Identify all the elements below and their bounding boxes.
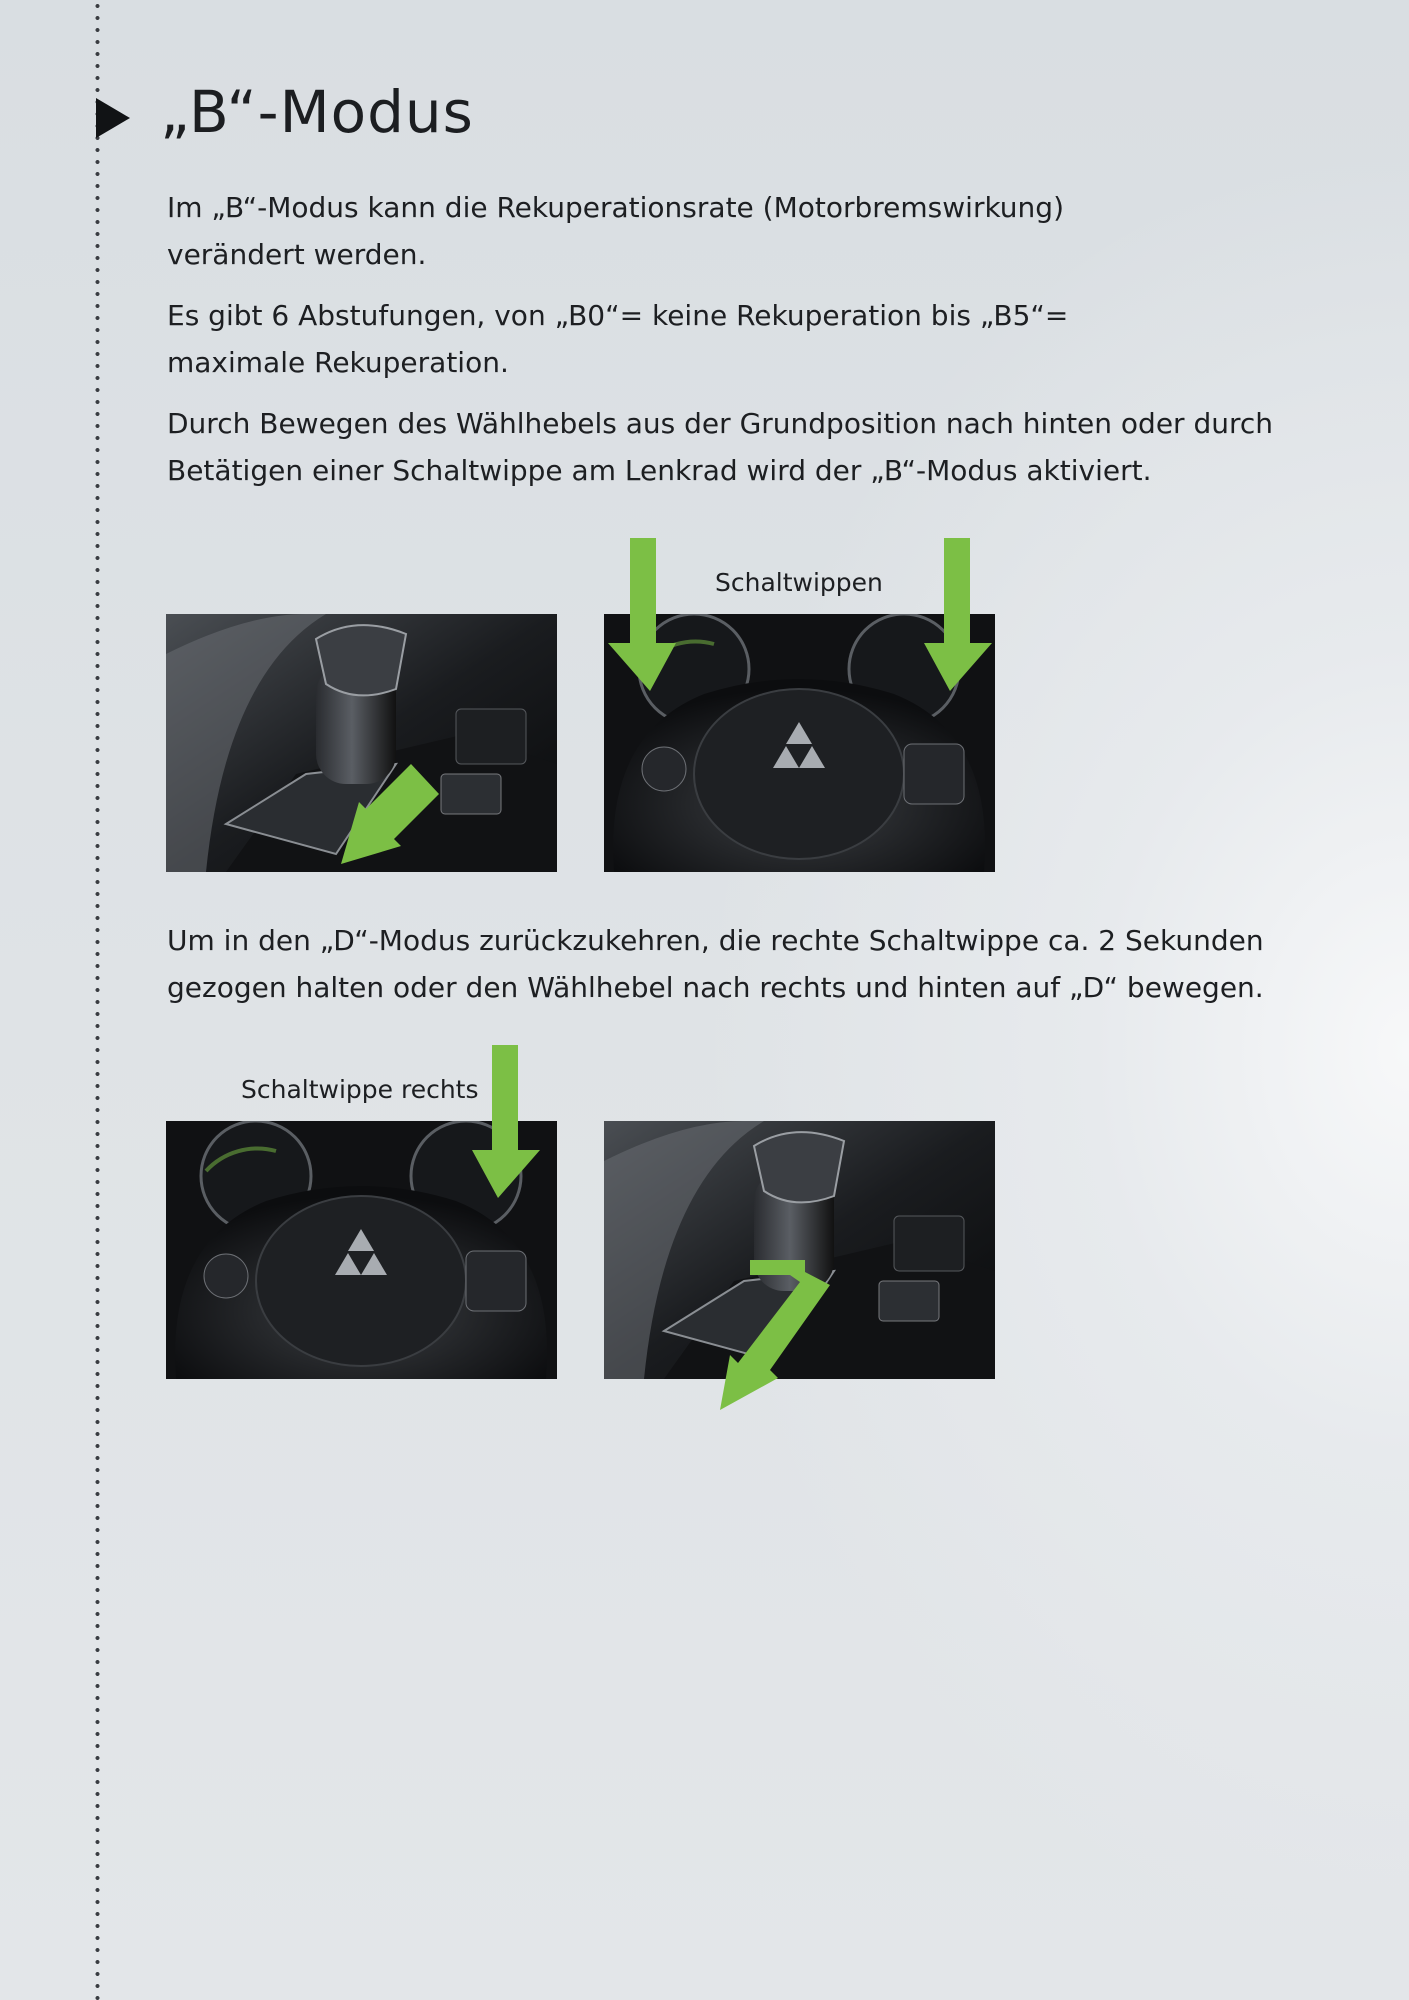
photo-gear-selector	[166, 614, 557, 872]
arrow-right-paddle-icon	[470, 1045, 540, 1205]
arrow-right-then-back-icon	[730, 1260, 850, 1410]
caption-right-paddle: Schaltwippe rechts	[241, 1075, 479, 1104]
section-bullet-icon	[96, 98, 130, 138]
paragraph-b-mode-intro: Im „B“-Modus kann die Rekuperationsrate (Motorbremswirkung) verändert werden.	[167, 191, 1064, 271]
arrow-left-paddle-icon	[608, 538, 678, 698]
paragraph-activation: Durch Bewegen des Wählhebels aus der Grundposition nach hinten oder durch Betätigen einer Schaltwippe am Lenkrad wird der „B“-Modus aktiviert.	[167, 407, 1274, 487]
arrow-right-paddle-icon	[922, 538, 992, 698]
paragraph-levels: Es gibt 6 Abstufungen, von „B0“= keine Rekuperation bis „B5“= maximale Rekuperation.	[167, 299, 1069, 379]
caption-paddles: Schaltwippen	[715, 568, 883, 597]
section-title: „B“-Modus	[160, 78, 474, 146]
dotted-margin-line	[95, 0, 100, 2000]
arrow-down-left-icon	[166, 614, 557, 872]
paragraph-return-d-mode: Um in den „D“-Modus zurückzukehren, die rechte Schaltwippe ca. 2 Sekunden gezogen halten oder den Wählhebel nach rechts und hinten auf „D“ bewegen.	[167, 924, 1264, 1004]
